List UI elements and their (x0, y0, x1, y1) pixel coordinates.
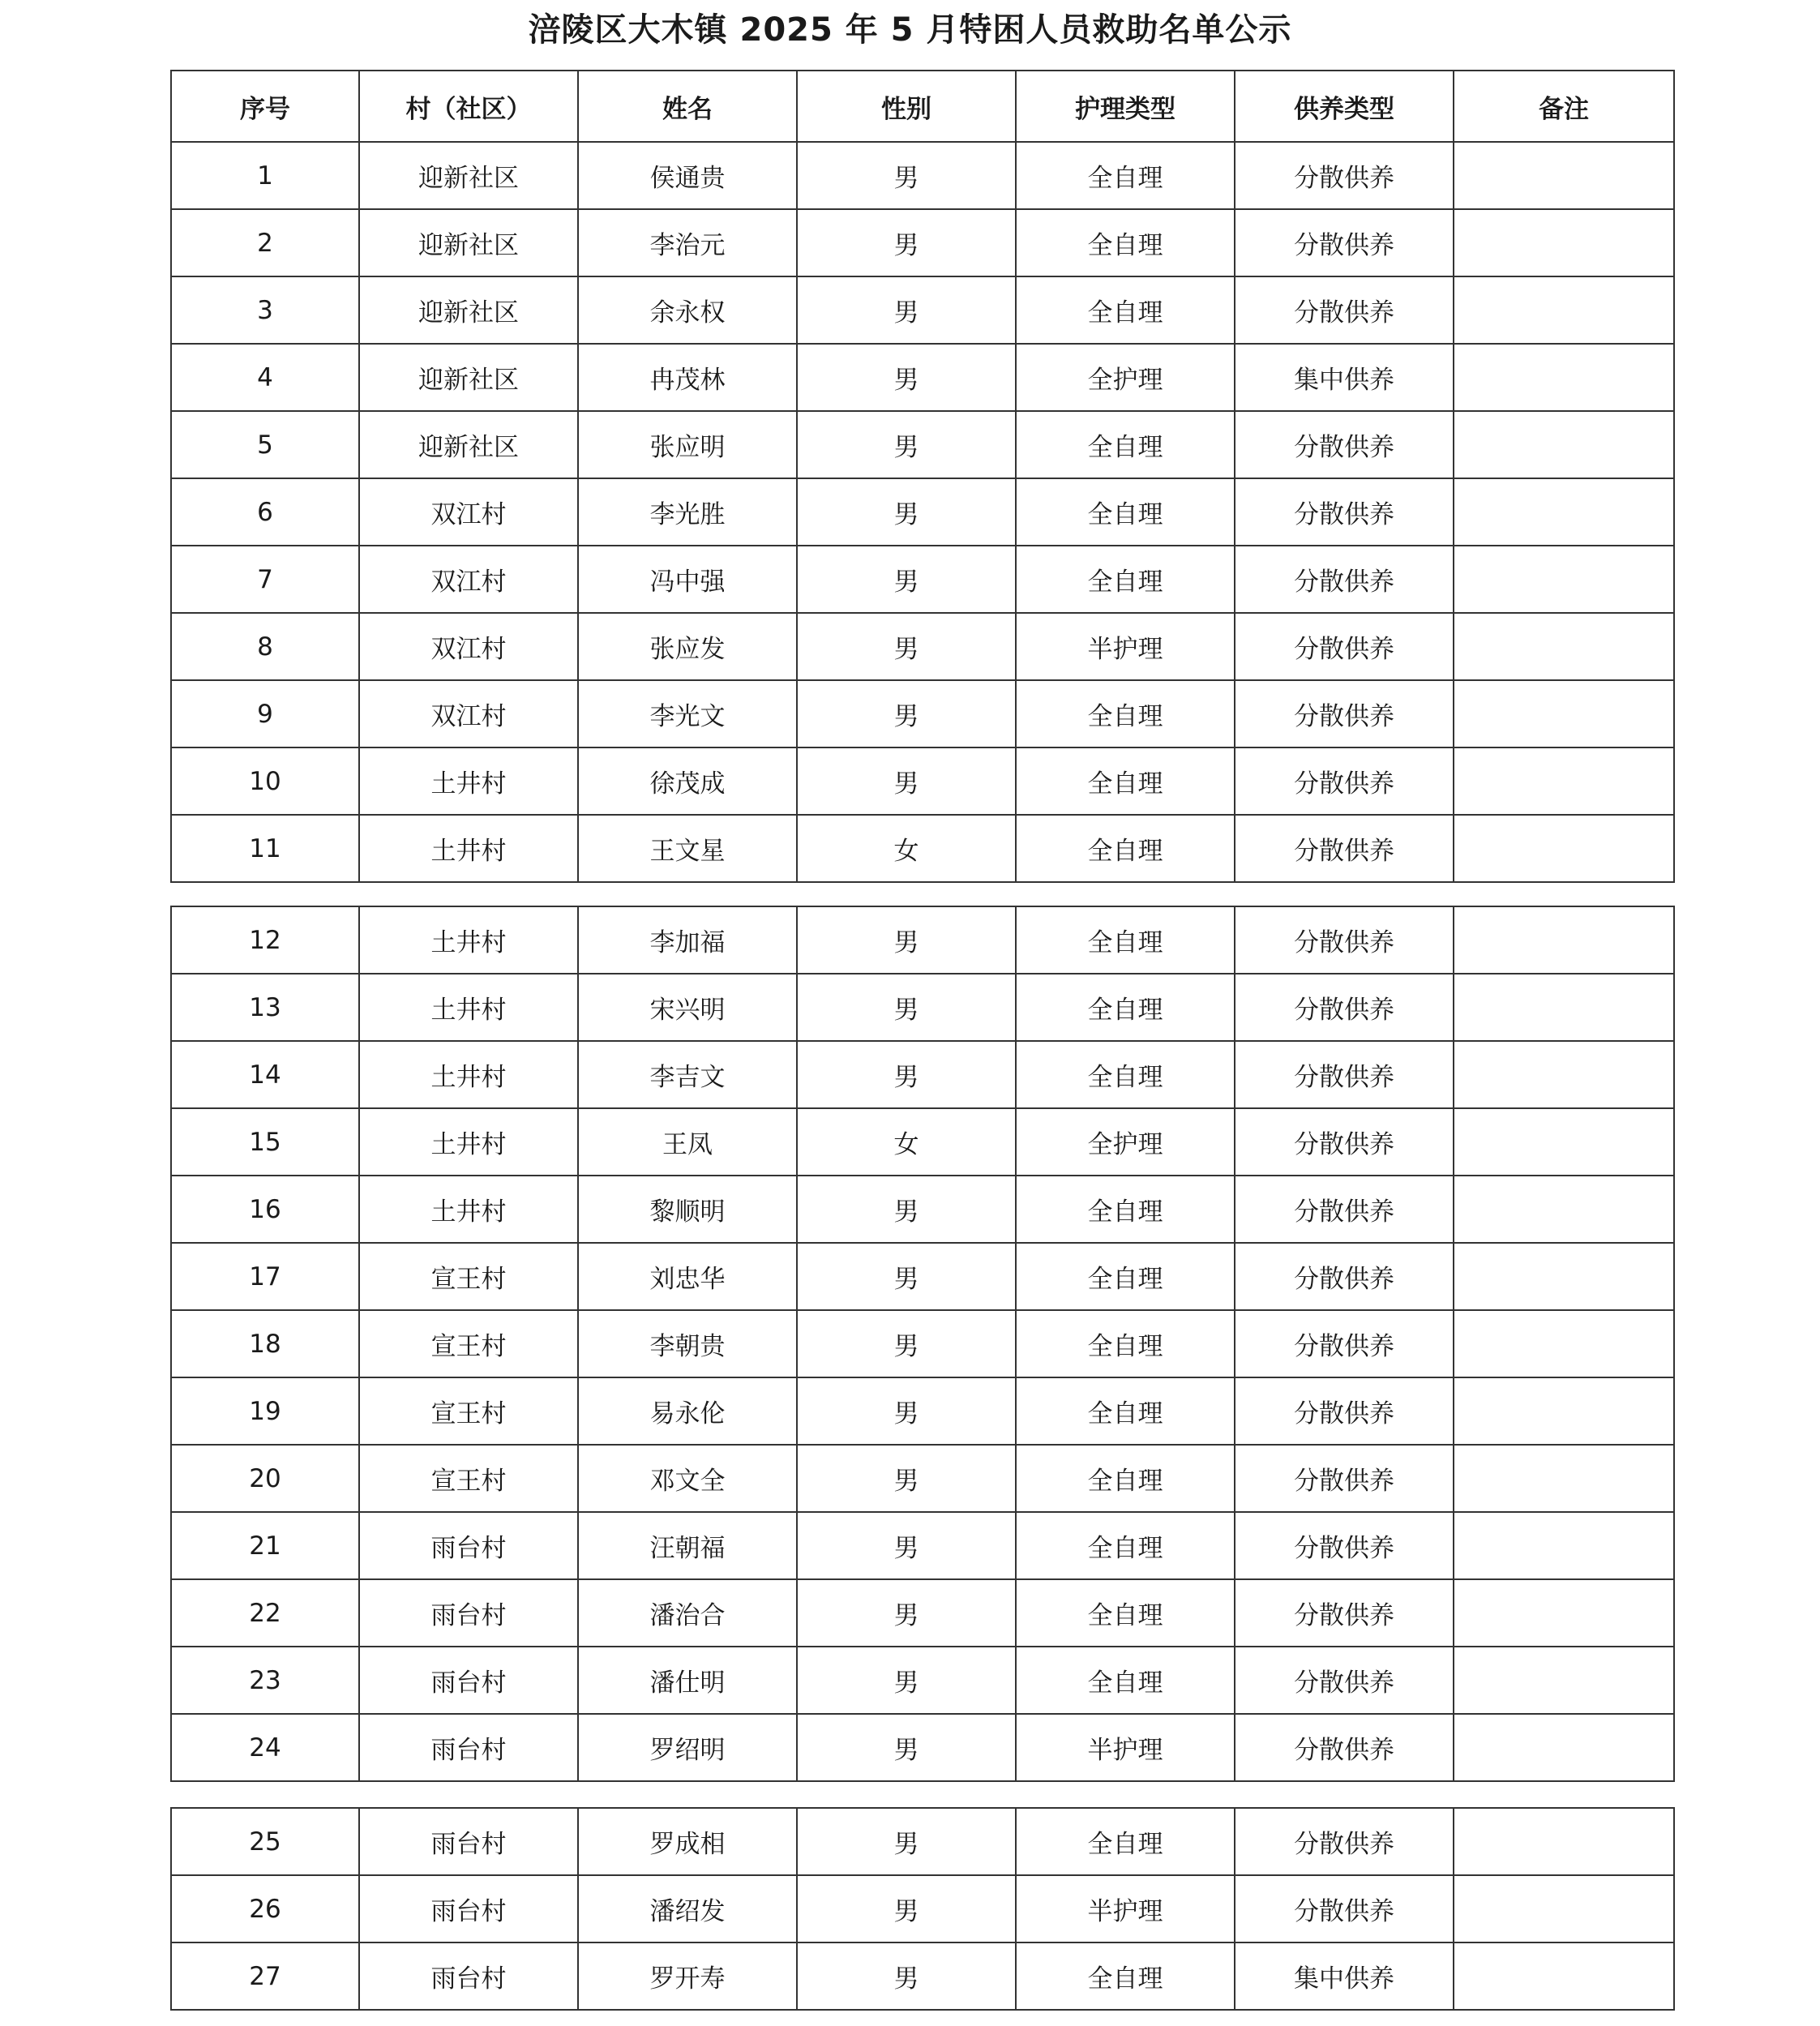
cell-gender: 男 (797, 1714, 1016, 1781)
cell-remark (1454, 1714, 1674, 1781)
header-seq: 序号 (171, 71, 359, 142)
cell-seq: 6 (171, 478, 359, 546)
cell-village: 雨台村 (359, 1647, 578, 1714)
cell-seq: 23 (171, 1647, 359, 1714)
cell-village: 雨台村 (359, 1875, 578, 1942)
cell-support-type: 分散供养 (1235, 1310, 1454, 1377)
cell-name: 罗开寿 (578, 1942, 797, 2010)
cell-name: 李治元 (578, 209, 797, 276)
cell-support-type: 集中供养 (1235, 1942, 1454, 2010)
cell-gender: 男 (797, 1512, 1016, 1579)
cell-care-type: 全自理 (1016, 142, 1235, 209)
cell-remark (1454, 1243, 1674, 1310)
cell-remark (1454, 815, 1674, 882)
cell-remark (1454, 1579, 1674, 1647)
cell-remark (1454, 1377, 1674, 1445)
table-row (171, 276, 1674, 344)
cell-remark (1454, 1808, 1674, 1875)
cell-name: 黎顺明 (578, 1176, 797, 1243)
cell-village: 土井村 (359, 815, 578, 882)
cell-village: 土井村 (359, 747, 578, 815)
table-row (171, 1108, 1674, 1176)
cell-seq: 5 (171, 411, 359, 478)
cell-care-type: 全自理 (1016, 1579, 1235, 1647)
cell-gender: 女 (797, 1108, 1016, 1176)
cell-support-type: 分散供养 (1235, 680, 1454, 747)
cell-gender: 男 (797, 546, 1016, 613)
cell-village: 土井村 (359, 906, 578, 974)
cell-village: 雨台村 (359, 1512, 578, 1579)
cell-support-type: 分散供养 (1235, 613, 1454, 680)
cell-name: 侯通贵 (578, 142, 797, 209)
cell-gender: 男 (797, 1176, 1016, 1243)
cell-remark (1454, 1108, 1674, 1176)
cell-remark (1454, 142, 1674, 209)
cell-care-type: 全自理 (1016, 1512, 1235, 1579)
cell-gender: 男 (797, 613, 1016, 680)
cell-name: 冉茂林 (578, 344, 797, 411)
cell-gender: 男 (797, 1377, 1016, 1445)
table-row (171, 1243, 1674, 1310)
cell-village: 雨台村 (359, 1714, 578, 1781)
table-row (171, 1176, 1674, 1243)
cell-name: 易永伦 (578, 1377, 797, 1445)
header-support-type: 供养类型 (1235, 71, 1454, 142)
header-gender: 性别 (797, 71, 1016, 142)
cell-support-type: 分散供养 (1235, 1445, 1454, 1512)
table-row (171, 1875, 1674, 1942)
table-row (171, 1512, 1674, 1579)
table-row (171, 1310, 1674, 1377)
cell-care-type: 全自理 (1016, 1942, 1235, 2010)
cell-support-type: 分散供养 (1235, 906, 1454, 974)
table-row (171, 209, 1674, 276)
cell-care-type: 全自理 (1016, 276, 1235, 344)
cell-support-type: 分散供养 (1235, 1176, 1454, 1243)
cell-support-type: 分散供养 (1235, 1108, 1454, 1176)
cell-name: 李光胜 (578, 478, 797, 546)
cell-name: 冯中强 (578, 546, 797, 613)
cell-support-type: 分散供养 (1235, 1808, 1454, 1875)
cell-village: 迎新社区 (359, 142, 578, 209)
cell-remark (1454, 974, 1674, 1041)
table-row (171, 1041, 1674, 1108)
relief-table-block (170, 906, 1675, 1782)
header-remark: 备注 (1454, 71, 1674, 142)
cell-care-type: 全自理 (1016, 747, 1235, 815)
cell-seq: 13 (171, 974, 359, 1041)
cell-remark (1454, 1310, 1674, 1377)
cell-name: 李朝贵 (578, 1310, 797, 1377)
cell-support-type: 分散供养 (1235, 747, 1454, 815)
cell-name: 王凤 (578, 1108, 797, 1176)
cell-seq: 1 (171, 142, 359, 209)
cell-village: 宣王村 (359, 1445, 578, 1512)
cell-name: 宋兴明 (578, 974, 797, 1041)
cell-name: 王文星 (578, 815, 797, 882)
cell-seq: 11 (171, 815, 359, 882)
table-row (171, 974, 1674, 1041)
cell-care-type: 全自理 (1016, 546, 1235, 613)
cell-gender: 男 (797, 1808, 1016, 1875)
cell-village: 双江村 (359, 613, 578, 680)
cell-remark (1454, 478, 1674, 546)
cell-support-type: 分散供养 (1235, 1579, 1454, 1647)
cell-village: 双江村 (359, 680, 578, 747)
cell-village: 土井村 (359, 1041, 578, 1108)
cell-care-type: 全自理 (1016, 1808, 1235, 1875)
table-row (171, 142, 1674, 209)
cell-seq: 25 (171, 1808, 359, 1875)
cell-seq: 15 (171, 1108, 359, 1176)
table-row (171, 411, 1674, 478)
cell-gender: 男 (797, 906, 1016, 974)
cell-gender: 男 (797, 1647, 1016, 1714)
cell-remark (1454, 1041, 1674, 1108)
cell-remark (1454, 613, 1674, 680)
cell-name: 张应发 (578, 613, 797, 680)
cell-gender: 男 (797, 209, 1016, 276)
cell-seq: 14 (171, 1041, 359, 1108)
cell-gender: 男 (797, 747, 1016, 815)
cell-seq: 9 (171, 680, 359, 747)
cell-village: 宣王村 (359, 1243, 578, 1310)
cell-support-type: 集中供养 (1235, 344, 1454, 411)
cell-support-type: 分散供养 (1235, 1041, 1454, 1108)
table-row (171, 546, 1674, 613)
cell-village: 双江村 (359, 546, 578, 613)
cell-support-type: 分散供养 (1235, 142, 1454, 209)
cell-remark (1454, 411, 1674, 478)
table-row (171, 1377, 1674, 1445)
table-row (171, 747, 1674, 815)
cell-care-type: 全自理 (1016, 1243, 1235, 1310)
cell-name: 张应明 (578, 411, 797, 478)
cell-seq: 17 (171, 1243, 359, 1310)
cell-seq: 20 (171, 1445, 359, 1512)
table-row (171, 680, 1674, 747)
cell-village: 迎新社区 (359, 344, 578, 411)
cell-care-type: 全自理 (1016, 680, 1235, 747)
cell-support-type: 分散供养 (1235, 1377, 1454, 1445)
cell-support-type: 分散供养 (1235, 815, 1454, 882)
cell-seq: 10 (171, 747, 359, 815)
header-name: 姓名 (578, 71, 797, 142)
cell-village: 迎新社区 (359, 276, 578, 344)
table-row (171, 1647, 1674, 1714)
cell-care-type: 全自理 (1016, 1041, 1235, 1108)
cell-village: 雨台村 (359, 1579, 578, 1647)
cell-name: 潘仕明 (578, 1647, 797, 1714)
cell-seq: 21 (171, 1512, 359, 1579)
cell-name: 汪朝福 (578, 1512, 797, 1579)
table-row (171, 344, 1674, 411)
cell-seq: 2 (171, 209, 359, 276)
cell-gender: 女 (797, 815, 1016, 882)
cell-seq: 27 (171, 1942, 359, 2010)
cell-remark (1454, 1647, 1674, 1714)
cell-name: 潘治合 (578, 1579, 797, 1647)
cell-village: 宣王村 (359, 1377, 578, 1445)
cell-gender: 男 (797, 1310, 1016, 1377)
cell-name: 潘绍发 (578, 1875, 797, 1942)
cell-gender: 男 (797, 478, 1016, 546)
cell-gender: 男 (797, 1875, 1016, 1942)
cell-care-type: 全自理 (1016, 411, 1235, 478)
cell-village: 双江村 (359, 478, 578, 546)
cell-care-type: 半护理 (1016, 1875, 1235, 1942)
cell-seq: 24 (171, 1714, 359, 1781)
cell-support-type: 分散供养 (1235, 1875, 1454, 1942)
table-row (171, 613, 1674, 680)
cell-support-type: 分散供养 (1235, 1714, 1454, 1781)
cell-name: 徐茂成 (578, 747, 797, 815)
cell-support-type: 分散供养 (1235, 1243, 1454, 1310)
cell-seq: 7 (171, 546, 359, 613)
cell-support-type: 分散供养 (1235, 1647, 1454, 1714)
cell-care-type: 半护理 (1016, 1714, 1235, 1781)
cell-support-type: 分散供养 (1235, 276, 1454, 344)
cell-gender: 男 (797, 1243, 1016, 1310)
header-care-type: 护理类型 (1016, 71, 1235, 142)
cell-care-type: 全自理 (1016, 1176, 1235, 1243)
cell-remark (1454, 344, 1674, 411)
cell-care-type: 全护理 (1016, 344, 1235, 411)
cell-support-type: 分散供养 (1235, 411, 1454, 478)
cell-village: 迎新社区 (359, 411, 578, 478)
cell-remark (1454, 680, 1674, 747)
cell-gender: 男 (797, 1942, 1016, 2010)
cell-care-type: 全自理 (1016, 1647, 1235, 1714)
cell-remark (1454, 1512, 1674, 1579)
cell-gender: 男 (797, 1041, 1016, 1108)
cell-village: 土井村 (359, 1176, 578, 1243)
cell-remark (1454, 1942, 1674, 2010)
cell-care-type: 全自理 (1016, 1377, 1235, 1445)
cell-gender: 男 (797, 142, 1016, 209)
cell-remark (1454, 1875, 1674, 1942)
cell-village: 雨台村 (359, 1942, 578, 2010)
cell-gender: 男 (797, 1445, 1016, 1512)
cell-gender: 男 (797, 680, 1016, 747)
relief-table-block (170, 1807, 1675, 2011)
table-row (171, 815, 1674, 882)
cell-remark (1454, 276, 1674, 344)
cell-gender: 男 (797, 344, 1016, 411)
cell-care-type: 全自理 (1016, 906, 1235, 974)
header-village: 村（社区） (359, 71, 578, 142)
cell-village: 土井村 (359, 974, 578, 1041)
cell-name: 邓文全 (578, 1445, 797, 1512)
cell-care-type: 全自理 (1016, 974, 1235, 1041)
cell-care-type: 全护理 (1016, 1108, 1235, 1176)
cell-remark (1454, 1176, 1674, 1243)
cell-seq: 22 (171, 1579, 359, 1647)
cell-name: 李光文 (578, 680, 797, 747)
cell-remark (1454, 1445, 1674, 1512)
table-row (171, 1942, 1674, 2010)
cell-support-type: 分散供养 (1235, 546, 1454, 613)
cell-seq: 8 (171, 613, 359, 680)
cell-name: 罗绍明 (578, 1714, 797, 1781)
cell-support-type: 分散供养 (1235, 974, 1454, 1041)
cell-support-type: 分散供养 (1235, 209, 1454, 276)
cell-remark (1454, 747, 1674, 815)
cell-name: 余永权 (578, 276, 797, 344)
cell-village: 雨台村 (359, 1808, 578, 1875)
cell-gender: 男 (797, 1579, 1016, 1647)
cell-support-type: 分散供养 (1235, 1512, 1454, 1579)
cell-seq: 26 (171, 1875, 359, 1942)
cell-remark (1454, 906, 1674, 974)
cell-seq: 16 (171, 1176, 359, 1243)
cell-name: 罗成相 (578, 1808, 797, 1875)
table-row (171, 478, 1674, 546)
relief-table-block (170, 70, 1675, 883)
cell-name: 李加福 (578, 906, 797, 974)
cell-care-type: 全自理 (1016, 815, 1235, 882)
cell-village: 土井村 (359, 1108, 578, 1176)
cell-village: 迎新社区 (359, 209, 578, 276)
cell-seq: 18 (171, 1310, 359, 1377)
table-row (171, 1808, 1674, 1875)
cell-care-type: 全自理 (1016, 1310, 1235, 1377)
table-row (171, 1579, 1674, 1647)
cell-seq: 12 (171, 906, 359, 974)
cell-gender: 男 (797, 411, 1016, 478)
cell-care-type: 全自理 (1016, 209, 1235, 276)
cell-seq: 19 (171, 1377, 359, 1445)
cell-remark (1454, 546, 1674, 613)
cell-gender: 男 (797, 276, 1016, 344)
cell-remark (1454, 209, 1674, 276)
table-header-row (171, 71, 1674, 142)
page-title: 涪陵区大木镇 2025 年 5 月特困人员救助名单公示 (528, 11, 1292, 49)
cell-care-type: 全自理 (1016, 1445, 1235, 1512)
cell-name: 李吉文 (578, 1041, 797, 1108)
cell-village: 宣王村 (359, 1310, 578, 1377)
cell-gender: 男 (797, 974, 1016, 1041)
cell-care-type: 半护理 (1016, 613, 1235, 680)
table-row (171, 906, 1674, 974)
table-row (171, 1714, 1674, 1781)
cell-seq: 4 (171, 344, 359, 411)
table-row (171, 1445, 1674, 1512)
cell-support-type: 分散供养 (1235, 478, 1454, 546)
cell-care-type: 全自理 (1016, 478, 1235, 546)
cell-name: 刘忠华 (578, 1243, 797, 1310)
cell-seq: 3 (171, 276, 359, 344)
